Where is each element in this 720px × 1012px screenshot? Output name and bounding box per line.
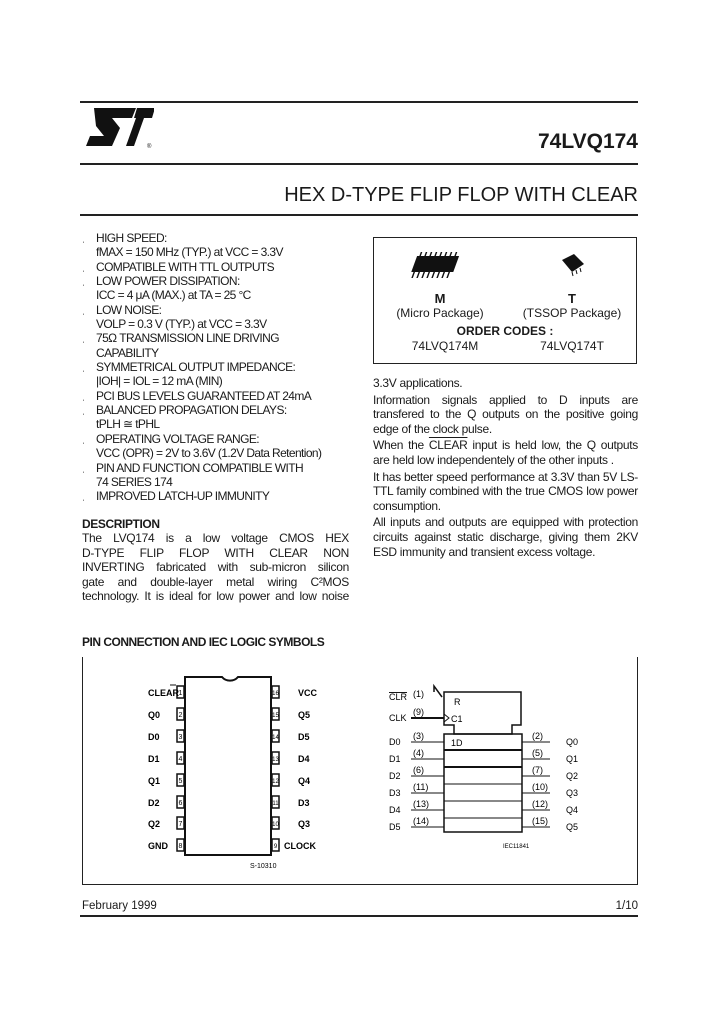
pin-number: 14: [272, 735, 279, 741]
feature-detail: |IOH| = IOL = 12 mA (MIN): [96, 374, 223, 389]
footer-date: February 1999: [82, 900, 157, 912]
description-line: D-TYPE FLIP FLOP WITH CLEAR NON: [82, 545, 349, 560]
feature-detail: VCC (OPR) = 2V to 3.6V (1.2V Data Retention): [96, 446, 322, 461]
output-label: Q2: [566, 771, 579, 781]
footer-page: 1/10: [615, 900, 638, 912]
feature-title: 75Ω TRANSMISSION LINE DRIVING: [96, 331, 279, 346]
pin-number: 15: [272, 713, 279, 719]
pin-label: Q4: [298, 776, 311, 786]
bullet-icon: ˌ: [82, 462, 85, 473]
output-pin: (5): [532, 748, 543, 758]
package-code-m: M: [434, 291, 446, 306]
pin-number: 4: [178, 756, 183, 763]
description-line: technology. It is ideal for low power and low noise: [82, 589, 349, 604]
bullet-icon: ˌ: [82, 333, 85, 344]
input-label: D5: [389, 822, 401, 832]
pin-label: D4: [298, 754, 310, 764]
feature-title: SYMMETRICAL OUTPUT IMPEDANCE:: [96, 360, 296, 375]
feature-title: LOW NOISE:: [96, 302, 162, 317]
feature-title: COMPATIBLE WITH TTL OUTPUTS: [96, 259, 275, 274]
pin-number: 8: [178, 843, 183, 850]
pin-number: 13: [272, 757, 279, 763]
clr-pin: (1): [413, 689, 424, 699]
bullet-icon: ˌ: [82, 405, 85, 416]
description-paragraph: It has better speed performance at 3.3V than 5V LS-TTL family combined with the true CMOS low power consumption.: [373, 469, 638, 513]
pin-number: 1: [178, 690, 183, 697]
clear-signal: CLEAR: [428, 438, 468, 453]
description-paragraph: All inputs and outputs are equipped with protection circuits against static discharge, giving them 2KV ESD immunity and transient excess voltage.: [373, 515, 638, 559]
feature-detail: tPLH ≅ tPHL: [96, 417, 160, 432]
dip-package-body: [185, 677, 271, 855]
input-pin: (11): [413, 782, 429, 792]
text: input is held low, the Q outputs are held low independentely of the other inputs .: [373, 438, 639, 467]
input-label: D3: [389, 788, 401, 798]
part-number: 74LVQ174: [537, 130, 638, 153]
pin-label: VCC: [298, 688, 318, 698]
feature-title: LOW POWER DISSIPATION:: [96, 274, 240, 289]
description-heading: DESCRIPTION: [82, 517, 160, 531]
pin-number: 2: [178, 712, 183, 719]
feature-detail: ICC = 4 μA (MAX.) at TA = 25 °C: [96, 288, 251, 303]
input-pin: (14): [413, 816, 430, 826]
pin-label: D0: [148, 732, 160, 742]
output-pin: (10): [532, 782, 549, 792]
input-pin: (4): [413, 748, 424, 758]
footer-rule: [80, 915, 638, 917]
pin-label: CLOCK: [284, 841, 316, 851]
clr-label: CLR: [389, 692, 408, 702]
pin-label: D2: [148, 798, 160, 808]
feature-detail: fMAX = 150 MHz (TYP.) at VCC = 3.3V: [96, 245, 283, 260]
feature-title: PIN AND FUNCTION COMPATIBLE WITH: [96, 460, 304, 475]
package-name-m: (Micro Package): [396, 306, 484, 320]
feature-title: PCI BUS LEVELS GUARANTEED AT 24mA: [96, 388, 312, 403]
pin-number: 3: [178, 734, 183, 741]
svg-text:®: ®: [147, 144, 152, 150]
bullet-icon: ˌ: [82, 491, 85, 502]
output-label: Q3: [566, 788, 579, 798]
order-code-t: 74LVQ174T: [540, 339, 604, 353]
text: When the: [373, 438, 429, 453]
pin-number: 7: [178, 821, 183, 828]
flip-flop-array: [444, 734, 522, 832]
description-line: INVERTING fabricated with sub-micron silicon: [82, 560, 349, 575]
bullet-icon: ˌ: [82, 433, 85, 444]
clk-pin: (9): [413, 707, 424, 717]
feature-detail: 74 SERIES 174: [96, 474, 173, 489]
output-pin: (15): [532, 816, 549, 826]
order-codes-heading: ORDER CODES :: [456, 324, 554, 338]
pin-number: 12: [272, 779, 279, 785]
input-pin: (6): [413, 765, 424, 775]
pin-label: Q5: [298, 710, 311, 720]
pin-label: GND: [148, 841, 168, 851]
pin-number: 5: [178, 778, 183, 785]
bullet-icon: ˌ: [82, 233, 85, 243]
input-label: D0: [389, 737, 401, 747]
pin-label: D3: [298, 798, 310, 808]
description-paragraph: Information signals applied to D inputs are transfered to the Q outputs on the positive going edge of the clock pulse.: [373, 392, 638, 436]
logic-figure-code: IEC11841: [503, 844, 530, 850]
pin-label: CLEAR: [148, 688, 179, 698]
input-label: D1: [389, 754, 401, 764]
pin-label: Q3: [298, 819, 311, 829]
description-line: gate and double-layer metal wiring C²MOS: [82, 574, 349, 589]
clk-label: CLK: [389, 713, 407, 723]
bullet-icon: ˌ: [82, 261, 85, 272]
c1-label: C1: [451, 714, 463, 724]
r-label: R: [454, 697, 461, 707]
pin-number: 10: [272, 822, 279, 828]
feature-title: BALANCED PROPAGATION DELAYS:: [96, 403, 287, 418]
pin-label: Q2: [148, 819, 161, 829]
figure-code: S-10310: [250, 863, 277, 870]
pin-label: Q0: [148, 710, 161, 720]
pin-number: 16: [272, 691, 279, 697]
pin-number: 9: [273, 844, 278, 850]
feature-title: IMPROVED LATCH-UP IMMUNITY: [96, 489, 270, 504]
bullet-icon: ˌ: [82, 276, 85, 287]
pin-label: D5: [298, 732, 310, 742]
pin-number: 6: [178, 800, 183, 807]
description-line: The LVQ174 is a low voltage CMOS HEX: [82, 531, 349, 545]
feature-title: OPERATING VOLTAGE RANGE:: [96, 431, 259, 446]
output-pin: (2): [532, 731, 543, 741]
description-paragraph: 3.3V applications.: [373, 376, 463, 390]
input-label: D4: [389, 805, 401, 815]
feature-title: HIGH SPEED:: [96, 231, 167, 245]
pin-label: D1: [148, 754, 160, 764]
bullet-icon: ˌ: [82, 390, 85, 401]
feature-detail: CAPABILITY: [96, 345, 159, 360]
input-pin: (13): [413, 799, 430, 809]
d-label: 1D: [451, 738, 463, 748]
input-pin: (3): [413, 731, 424, 741]
feature-detail: VOLP = 0.3 V (TYP.) at VCC = 3.3V: [96, 317, 267, 332]
output-label: Q0: [566, 737, 579, 747]
input-label: D2: [389, 771, 401, 781]
package-name-t: (TSSOP Package): [522, 306, 622, 320]
output-label: Q4: [566, 805, 579, 815]
package-code-t: T: [568, 291, 576, 306]
output-pin: (12): [532, 799, 549, 809]
bullet-icon: ˌ: [82, 304, 85, 315]
clr-input-line: [434, 686, 442, 697]
pin-number: 11: [272, 801, 279, 807]
output-label: Q5: [566, 822, 579, 832]
pin-label: Q1: [148, 776, 161, 786]
bullet-icon: ˌ: [82, 362, 85, 373]
output-pin: (7): [532, 765, 543, 775]
device-subtitle: HEX D-TYPE FLIP FLOP WITH CLEAR: [284, 184, 638, 206]
order-code-m: 74LVQ174M: [411, 339, 479, 353]
output-label: Q1: [566, 754, 579, 764]
pin-section-heading: PIN CONNECTION AND IEC LOGIC SYMBOLS: [82, 635, 325, 649]
